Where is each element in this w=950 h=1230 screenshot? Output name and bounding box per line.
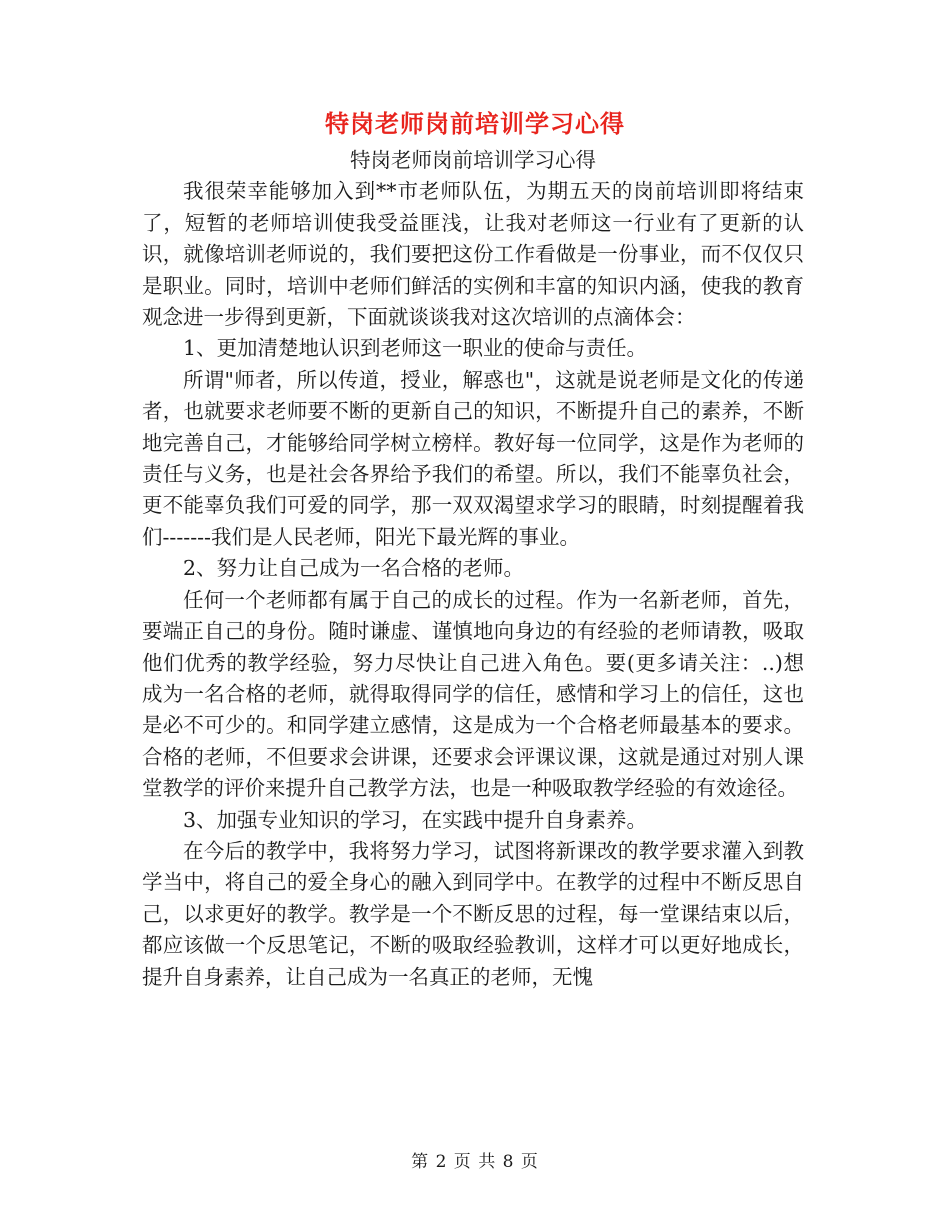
section-heading-3: 3、加强专业知识的学习，在实践中提升自身素养。 [183,807,648,832]
document-subtitle: 特岗老师岗前培训学习心得 [350,148,596,172]
paragraph-section-3: 在今后的教学中，我将努力学习，试图将新课改的教学要求灌入到教学当中，将自己的爱全身心的融入到同学中。在教学的过程中不断反思自己，以求更好的教学。教学是一个不断反思的过程，每一堂课结束以后，都应该做一个反思笔记，不断的吸取经验教训，这样才可以更好地成长，提升自身素养，让自己成为一名真正的老师，无愧 [142,838,804,989]
document-title: 特岗老师岗前培训学习心得 [325,110,625,138]
paragraph-section-2: 任何一个老师都有属于自己的成长的过程。作为一名新老师，首先，要端正自己的身份。随时谦虚、谨慎地向身边的有经验的老师请教，吸取他们优秀的教学经验，努力尽快让自己进入角色。要(更多请关注：..)想成为一名合格的老师，就得取得同学的信任，感情和学习上的信任，这也是必不可少的。和同学建立感情，这是成为一个合格老师最基本的要求。合格的老师，不但要求会讲课，还要求会评课议课，这就是通过对别人课堂教学的评价来提升自己教学方法，也是一种吸取教学经验的有效途径。 [142,587,804,801]
page-number-footer: 第 2 页 共 8 页 [411,1152,539,1172]
section-heading-2: 2、努力让自己成为一名合格的老师。 [183,556,525,581]
section-heading-1: 1、更加清楚地认识到老师这一职业的使命与责任。 [183,336,648,361]
document-body [142,145,804,993]
paragraph-intro: 我很荣幸能够加入到**市老师队伍，为期五天的岗前培训即将结束了，短暂的老师培训使我受益匪浅，让我对老师这一行业有了更新的认识，就像培训老师说的，我们要把这份工作看做是一份事业，而不仅仅只是职业。同时，培训中老师们鲜活的实例和丰富的知识内涵，使我的教育观念进一步得到更新，下面就谈谈我对这次培训的点滴体会： [142,179,804,330]
paragraph-section-1: 所谓"师者，所以传道，授业，解惑也"，这就是说老师是文化的传递者，也就要求老师要不断的更新自己的知识，不断提升自己的素养，不断地完善自己，才能够给同学树立榜样。教好每一位同学，这是作为老师的责任与义务，也是社会各界给予我们的希望。所以，我们不能辜负社会，更不能辜负我们可爱的同学，那一双双渴望求学习的眼睛，时刻提醒着我们-------我们是人民老师，阳光下最光辉的事业。 [142,367,804,549]
